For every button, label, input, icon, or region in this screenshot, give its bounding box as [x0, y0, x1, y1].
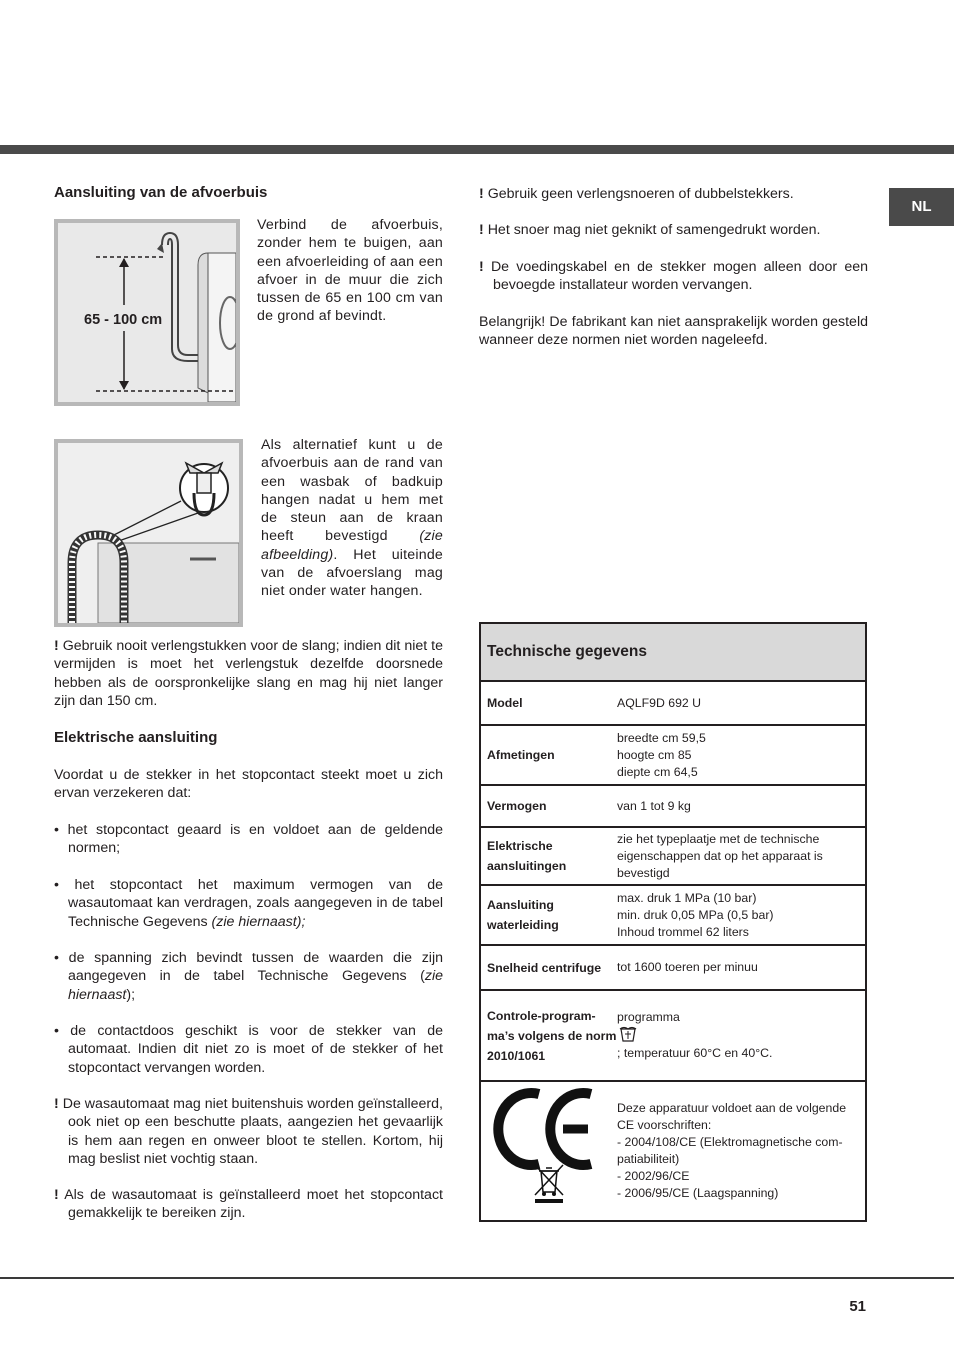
technical-data-table: [479, 622, 867, 1222]
row-label: Controle-program-ma’s volgens de norm 2010/1061: [487, 1008, 617, 1063]
row-label: Snelheid centrifuge: [487, 960, 602, 975]
top-divider-bar: [0, 145, 954, 154]
bullet-voltage: • de spanning zich bevindt tussen de waarden die zijn aangegeven in de tabel Technische Gegevens (zie hiernaast);: [54, 950, 443, 1003]
row-value: max. druk 1 MPa (10 bar) min. druk 0,05 MPa (0,5 bar) Inhoud trommel 62 liters: [617, 890, 774, 939]
drain-connection-text: Verbind de afvoerbuis, zonder hem te buigen, aan een afvoerleiding of aan een afvoer in de muur die zich tussen de 65 en 100 cm van de grond af bevindt.: [257, 217, 443, 325]
bottom-divider: [0, 1277, 954, 1279]
ce-compliance-text: Deze apparatuur voldoet aan de volgende CE voorschriften: - 2004/108/CE (Elektromagnetische com-patiabiliteit) - 2002/96/CE - 2006/95/CE (Laagspanning): [617, 1101, 847, 1200]
table-title: Technische gegevens: [481, 624, 865, 682]
row-label: Elektrische aansluitingen: [487, 839, 567, 873]
row-label: Vermogen: [487, 799, 547, 813]
ce-mark-cell: [481, 1082, 617, 1220]
height-range-label: 65 - 100 cm: [84, 312, 163, 328]
warning-cable-replace: ! De voedingskabel en de stekker mogen alleen door een bevoegde installateur worden vervangen.: [479, 259, 868, 294]
sink-hose-illustration: [58, 443, 239, 623]
row-label: Afmetingen: [487, 748, 555, 762]
warning-cable-bend: ! Het snoer mag niet geknikt of samengedrukt worden.: [479, 222, 821, 238]
row-value: programma ; temperatuur 60°C en 40°C.: [617, 1010, 773, 1060]
table-row: [481, 946, 865, 991]
drain-heading: Aansluiting van de afvoerbuis: [54, 184, 268, 201]
row-label: Aansluiting waterleiding: [487, 898, 559, 932]
table-row: [481, 726, 865, 786]
row-label: Model: [487, 696, 523, 710]
alternative-mounting-text: Als alternatief kunt u de afvoerbuis aan de rand van een wasbak of badkuip hangen nadat u hem met de steun aan de kraan heeft bevestigd (zie afbeelding). Het uiteinde van de afvoerslang mag niet onder water hangen.: [261, 437, 443, 600]
row-value: breedte cm 59,5 hoogte cm 85 diepte cm 64,5: [617, 730, 706, 779]
bullet-max-power: • het stopcontact het maximum vermogen van de wasautomaat kan verdragen, zoals aangegeven in de tabel Technische Gegevens (zie hiernaast);: [54, 877, 443, 930]
warning-access: ! Als de wasautomaat is geïnstalleerd moet het stopcontact gemakkelijk te bereiken zijn.: [54, 1187, 443, 1222]
electrical-heading: Elektrische aansluiting: [54, 729, 218, 746]
row-value: AQLF9D 692 U: [617, 695, 702, 710]
row-value: zie het typeplaatje met de technische eigenschappen dat op het apparaat is bevestigd: [617, 831, 823, 880]
table-row: [481, 991, 865, 1082]
row-value: tot 1600 toeren per minuu: [617, 960, 758, 974]
cotton-program-icon: [619, 1026, 637, 1043]
language-tab: NL: [889, 188, 954, 226]
warning-extension: ! Gebruik nooit verlengstukken voor de slang; indien dit niet te vermijden is moet het verlengstuk dezelfde doorsnede hebben als de oorspronkelijke slang en mag hij niet langer zijn dan 150 cm.: [54, 638, 443, 709]
bullet-socket: • de contactdoos geschikt is voor de stekker van de automaat. Indien dit niet zo is moet of de stekker of het stopcontact vervangen worden.: [54, 1023, 443, 1076]
electrical-intro: Voordat u de stekker in het stopcontact steekt moet u zich ervan verzekeren dat:: [54, 767, 443, 802]
page-number: 51: [849, 1298, 866, 1315]
bullet-grounded: • het stopcontact geaard is en voldoet aan de geldende normen;: [54, 822, 443, 857]
liability-notice: Belangrijk! De fabrikant kan niet aansprakelijk worden gesteld wanneer deze normen niet worden nageleefd.: [479, 314, 868, 349]
warning-outdoor: ! De wasautomaat mag niet buitenshuis worden geïnstalleerd, ook niet op een beschutte plaats, aangezien het gevaarlijk is hem aan regen en onweer bloot te stellen. Kortom, hij mag beslist niet vochtig staan.: [54, 1096, 443, 1167]
row-value: van 1 tot 9 kg: [617, 798, 691, 813]
table-row: [481, 828, 865, 886]
table-row: [481, 1082, 865, 1220]
weee-bin-icon: [532, 1162, 566, 1204]
table-row: [481, 682, 865, 726]
table-row: [481, 786, 865, 828]
drain-height-figure: [54, 219, 240, 406]
table-row: [481, 886, 865, 946]
warning-extension-cords: ! Gebruik geen verlengsnoeren of dubbelstekkers.: [479, 186, 794, 202]
sink-hose-figure: [54, 439, 243, 627]
